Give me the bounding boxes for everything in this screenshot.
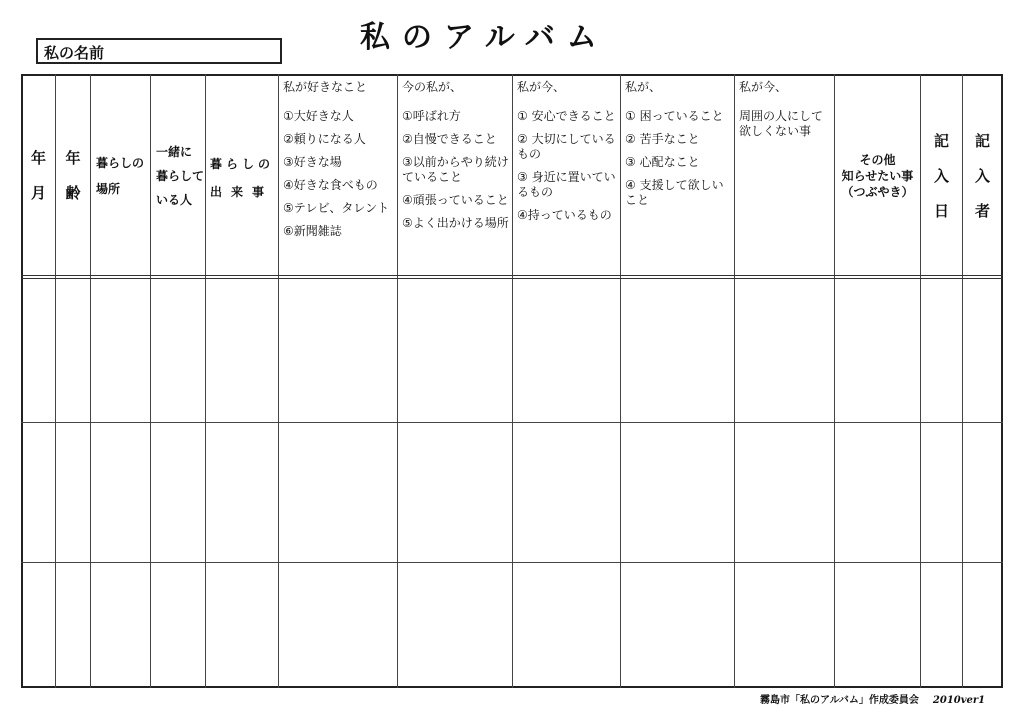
list-item: ③以前からやり続けていること: [402, 155, 509, 184]
header-likes: [283, 80, 395, 272]
header-entry-person: [963, 80, 1002, 272]
list-item: ③ 身近に置いているもの: [517, 170, 616, 199]
list-item: ① 安心できること: [517, 109, 616, 123]
list-item: ④好きな食べもの: [283, 178, 378, 192]
header-label: 月: [30, 184, 46, 202]
footer-credit: [760, 691, 985, 706]
column-divider: [734, 74, 735, 688]
header-label: 入: [933, 166, 949, 185]
header-other: [835, 80, 920, 272]
list-item: ⑥新聞雑誌: [283, 224, 342, 238]
header-label: 暮らしの: [210, 157, 275, 171]
header-label: 私が好きなこと: [283, 80, 368, 94]
list-item: ⑤テレビ、タレント: [283, 201, 390, 215]
version-label: 2010ver1: [932, 695, 986, 706]
header-label: 出来事: [210, 185, 274, 199]
column-divider: [278, 74, 279, 688]
column-divider: [512, 74, 513, 688]
list-item: ④頑張っていること: [402, 193, 509, 207]
row-divider: [21, 422, 1003, 423]
header-label: 年: [65, 149, 81, 167]
header-troubles: [625, 80, 731, 272]
list-item: ②自慢できること: [402, 132, 497, 146]
list-item: ④ 支援して欲しいこと: [625, 178, 724, 207]
list-item: 周囲の人にして欲しくない事: [739, 109, 824, 138]
header-year-month: [22, 80, 55, 272]
list-item: ①大好きな人: [283, 109, 354, 123]
header-label: 年: [30, 149, 46, 167]
header-current-me: [402, 80, 510, 272]
list-item: ①呼ばれ方: [402, 109, 461, 123]
header-label: 日: [933, 201, 949, 220]
header-label: 知らせたい事: [841, 169, 914, 183]
header-living-place: [91, 80, 150, 272]
list-item: ③好きな場: [283, 155, 342, 169]
header-label: 暮らして: [156, 169, 205, 183]
list-item: ② 苦手なこと: [625, 132, 700, 146]
header-label: 私が、: [625, 80, 662, 94]
name-field[interactable]: 私の名前: [36, 38, 282, 64]
list-item: ②頼りになる人: [283, 132, 366, 146]
header-label: 記: [933, 131, 949, 150]
header-label: 今の私が、: [402, 80, 463, 94]
header-unwanted: [739, 80, 831, 272]
header-label: 一緒に: [156, 145, 193, 159]
header-label: 齢: [65, 184, 81, 202]
list-item: ③ 心配なこと: [625, 155, 700, 169]
header-now: [517, 80, 617, 272]
header-divider: [21, 275, 1003, 279]
header-label: （つぶやき）: [841, 185, 914, 199]
header-life-events: [206, 80, 278, 272]
list-item: ① 困っていること: [625, 109, 724, 123]
header-label: 者: [974, 201, 990, 220]
column-divider: [397, 74, 398, 688]
header-living-with: [151, 80, 205, 272]
header-label: 暮らしの: [96, 156, 145, 170]
header-label: 入: [974, 166, 990, 185]
header-label: 場所: [96, 182, 121, 196]
header-label: 記: [974, 131, 990, 150]
list-item: ④持っているもの: [517, 208, 612, 222]
committee-name: 霧島市「私のアルバム」作成委員会: [760, 695, 919, 706]
header-entry-date: [921, 80, 962, 272]
header-label: 私が今、: [739, 80, 788, 94]
list-item: ⑤よく出かける場所: [402, 216, 509, 230]
page-title: 私のアルバム: [360, 20, 609, 55]
column-divider: [620, 74, 621, 688]
header-label: いる人: [156, 193, 193, 207]
header-age: [56, 80, 90, 272]
header-label: その他: [859, 153, 896, 167]
header-label: 私が今、: [517, 80, 566, 94]
list-item: ② 大切にしているもの: [517, 132, 616, 161]
row-divider: [21, 562, 1003, 563]
